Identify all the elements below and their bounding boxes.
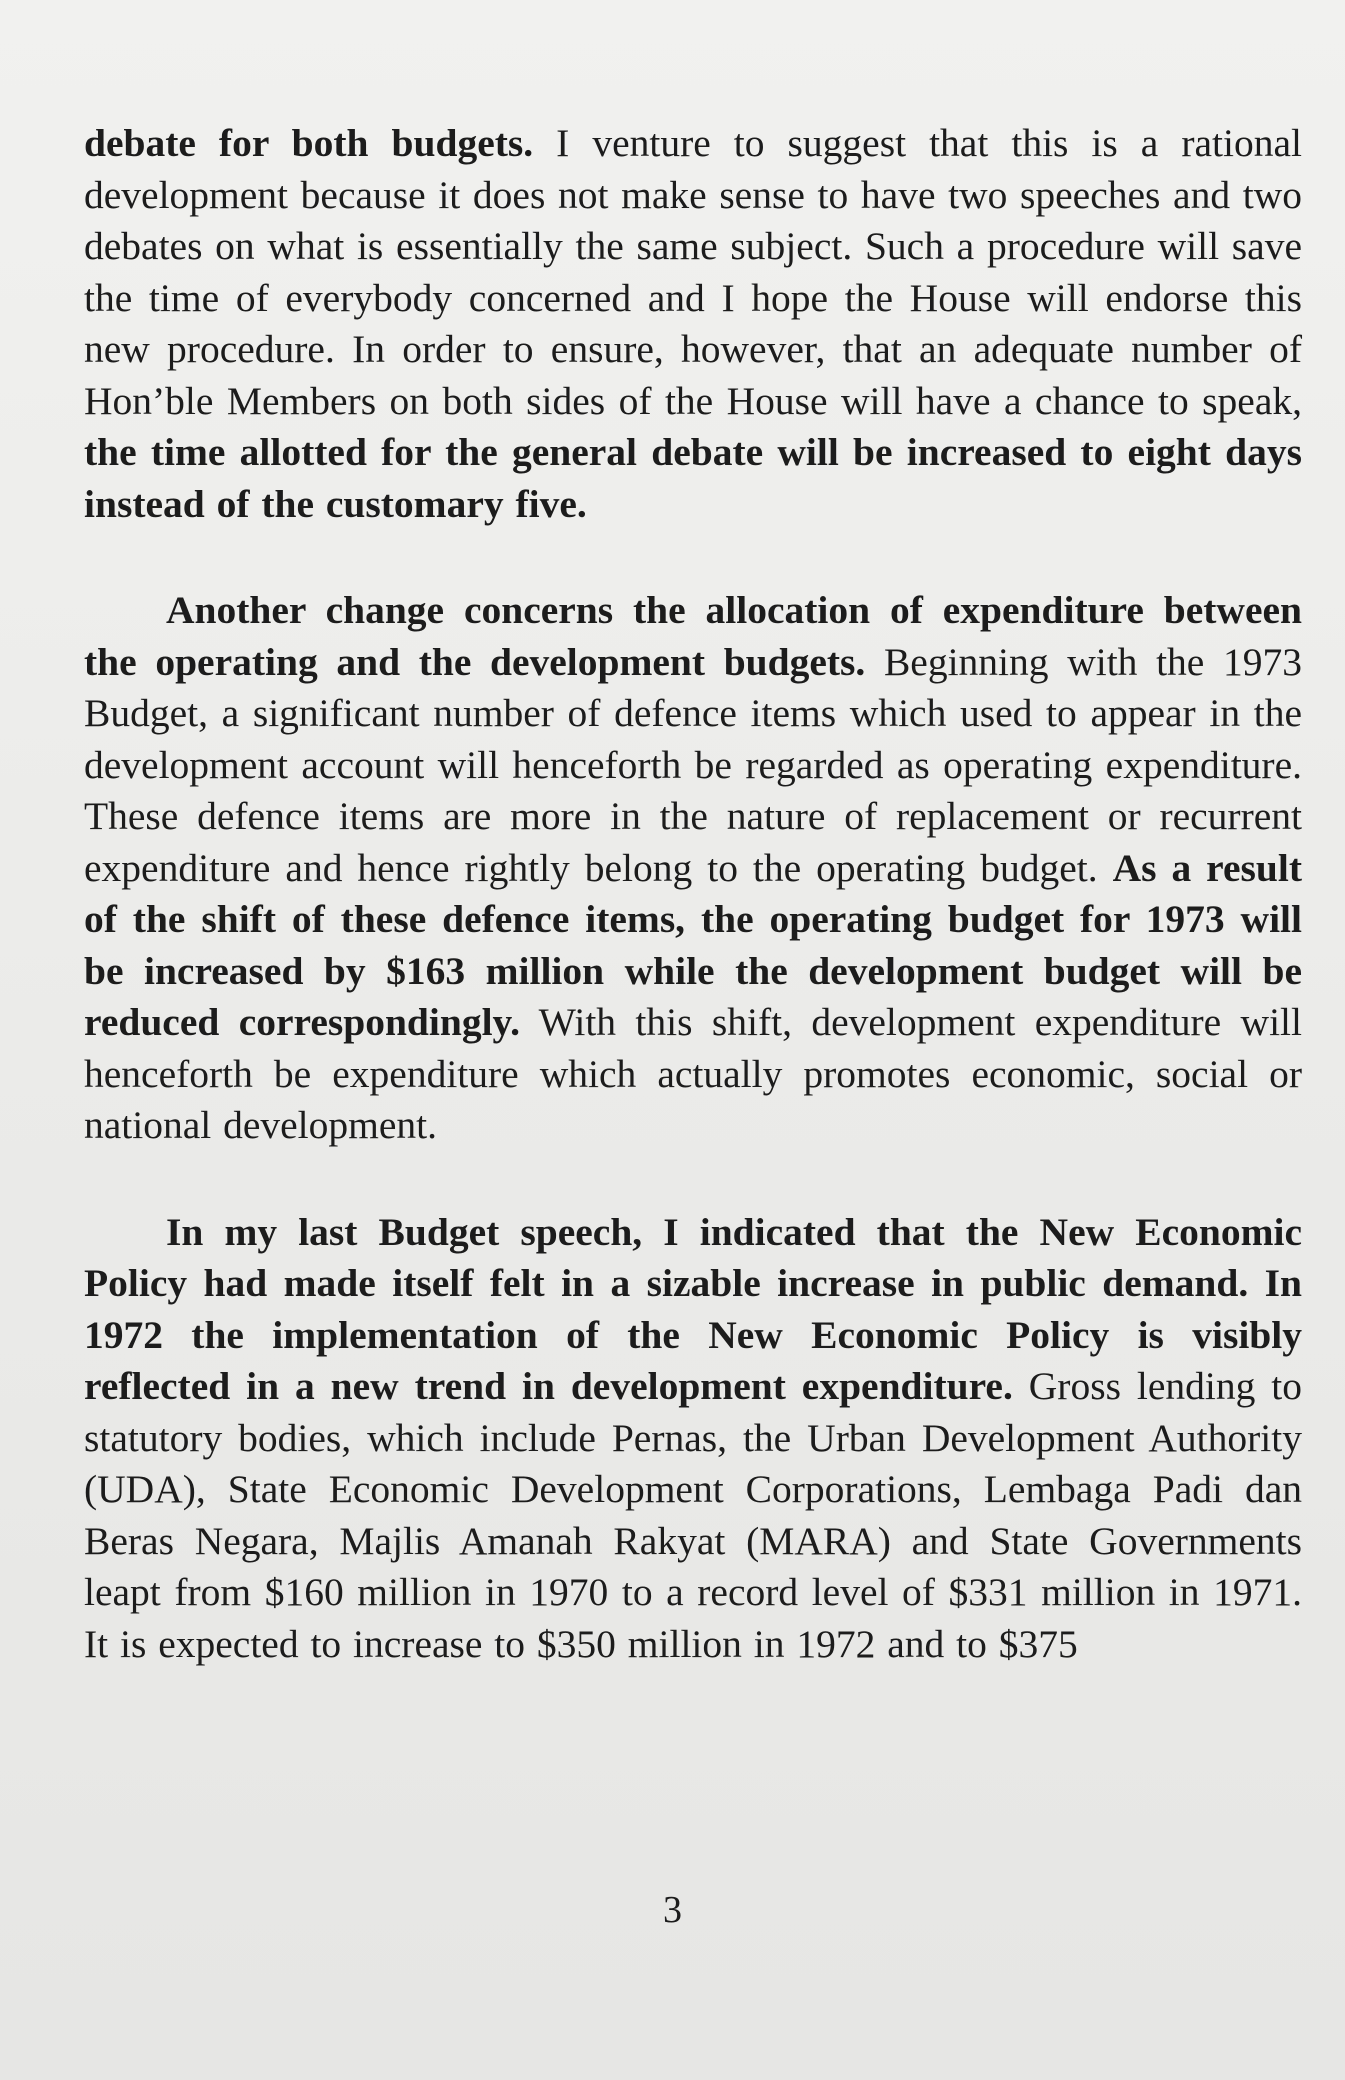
- bold-phrase: Another change concerns the allocation of expenditure between the operating and the development budgets.: [84, 588, 1302, 684]
- bold-phrase: As a result of the shift of these defence items, the operating budget for 1973 will be increased by $163 million while the development budget will be reduced correspondingly.: [84, 845, 1302, 1044]
- body-text-span: I venture to suggest that this is a rational development because it does not make sense to have two speeches and two debates on what is essentially the same subject. Such a procedure will save the time of everybody concerned and I hope the House will endorse this new procedure. In order to ensure, however, that an adequate number of Hon’ble Members on both sides of the House will have a chance to speak,: [84, 121, 1303, 423]
- body-text-span: Beginning with the 1973 Budget, a significant number of defence items which used to appear in the development account will henceforth be regarded as operating expenditure. These defence items are more in the nature of replacement or recurrent expenditure and hence rightly belong to the operating budget.: [84, 639, 1302, 890]
- body-text-span: With this shift, development expenditure will henceforth be expenditure which actually promotes economic, social or national development.: [84, 1000, 1302, 1147]
- bold-phrase: debate for both budgets.: [84, 121, 534, 165]
- bold-phrase: the time allotted for the general debate will be increased to eight days instead of the customary five.: [84, 430, 1302, 526]
- paragraph-1: [84, 118, 1302, 530]
- paragraph-2: [84, 585, 1302, 1152]
- body-text-span: Gross lending to statutory bodies, which include Pernas, the Urban Development Authority (UDA), State Economic Development Corporations, Lembaga Padi dan Beras Negara, Majlis Amanah Rakyat (MARA) and State Governments leapt from $160 million in 1970 to a record level of $331 million in 1971. It is expected to increase to $350 million in 1972 and to $375: [84, 1364, 1302, 1666]
- page-number: 3: [663, 1889, 682, 1931]
- body-text: [84, 118, 1302, 1670]
- bold-phrase: In my last Budget speech, I indicated that the New Economic Policy had made itself felt in a sizable increase in public demand. In 1972 the implementation of the New Economic Policy is visibly reflected in a new trend in development expenditure.: [84, 1209, 1302, 1408]
- paragraph-3: [84, 1207, 1302, 1671]
